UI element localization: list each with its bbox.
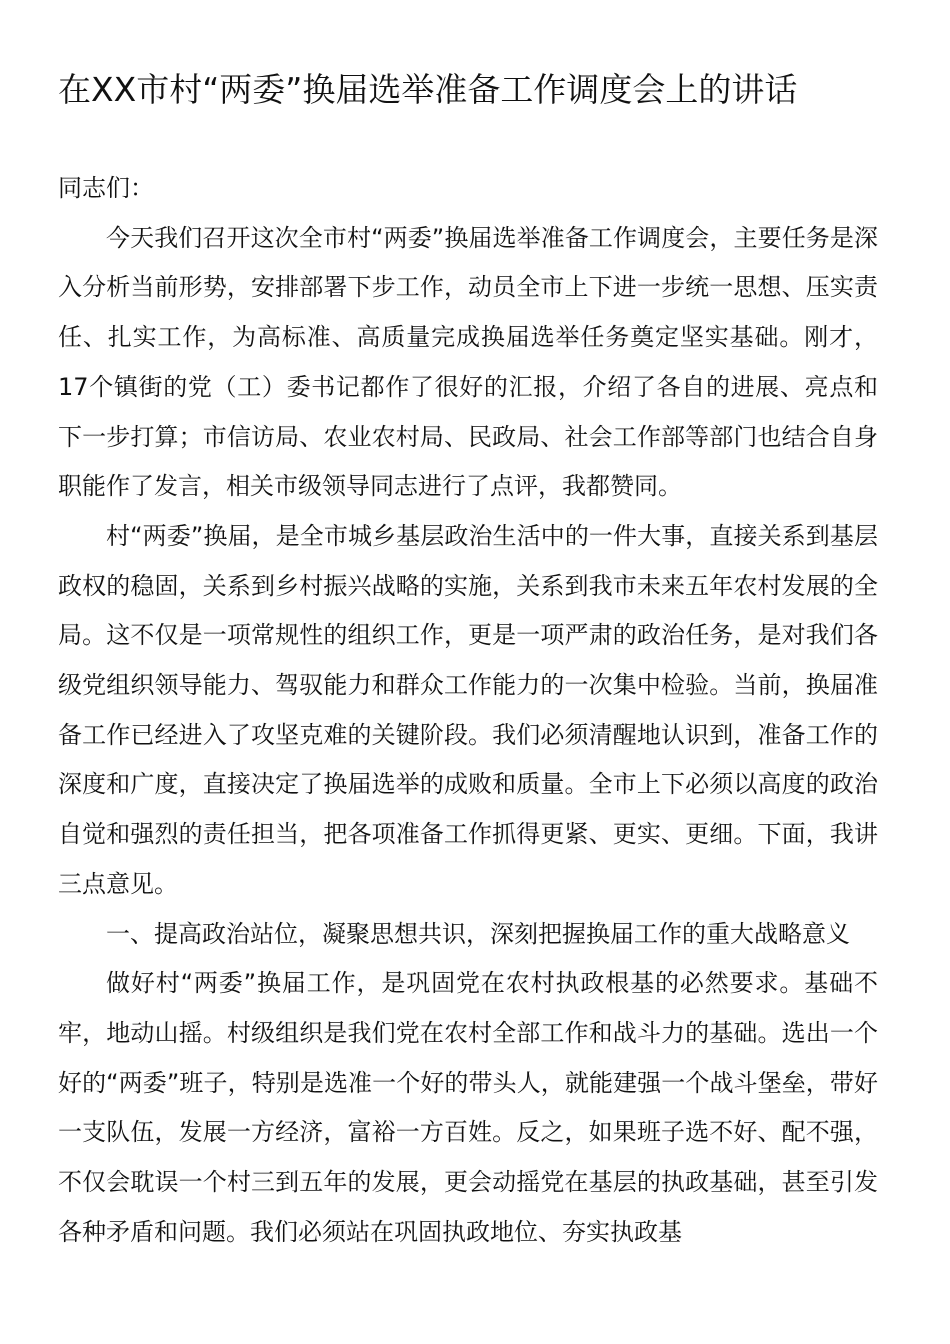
paragraph-section-1: 做好村“两委”换届工作，是巩固党在农村执政根基的必然要求。基础不牢，地动山摇。村级组织是我们党在农村全部工作和战斗力的基础。选出一个好的“两委”班子，特别是选准一个好的带头人，就能建强一个战斗堡垒，带好一支队伍，发展一方经济，富裕一方百姓。反之，如果班子选不好、配不强，不仅会耽误一个村三到五年的发展，更会动摇党在基层的执政基础，甚至引发各种矛盾和问题。我们必须站在巩固执政地位、夯实执政基 bbox=[58, 969, 878, 1246]
document-title: 在XX市村“两委”换届选举准备工作调度会上的讲话 bbox=[58, 70, 798, 109]
section-heading-1: 一、提高政治站位，凝聚思想共识，深刻把握换届工作的重大战略意义 bbox=[106, 919, 850, 948]
salutation: 同志们： bbox=[58, 174, 154, 202]
document-body bbox=[58, 164, 878, 1257]
paragraph-significance: 村“两委”换届，是全市城乡基层政治生活中的一件大事，直接关系到基层政权的稳固，关系到乡村振兴战略的实施，关系到我市未来五年农村发展的全局。这不仅是一项常规性的组织工作，更是一项严肃的政治任务，是对我们各级党组织领导能力、驾驭能力和群众工作能力的一次集中检验。当前，换届准备工作已经进入了攻坚克难的关键阶段。我们必须清醒地认识到，准备工作的深度和广度，直接决定了换届选举的成败和质量。全市上下必须以高度的政治自觉和强烈的责任担当，把各项准备工作抓得更紧、更实、更细。下面，我讲三点意见。 bbox=[58, 521, 878, 898]
paragraph-opening: 今天我们召开这次全市村“两委”换届选举准备工作调度会，主要任务是深入分析当前形势，安排部署下步工作，动员全市上下进一步统一思想、压实责任、扎实工作，为高标准、高质量完成换届选举任务奠定坚实基础。刚才，17个镇街的党（工）委书记都作了很好的汇报，介绍了各自的进展、亮点和下一步打算；市信访局、农业农村局、民政局、社会工作部等部门也结合自身职能作了发言，相关市级领导同志进行了点评，我都赞同。 bbox=[58, 223, 878, 501]
